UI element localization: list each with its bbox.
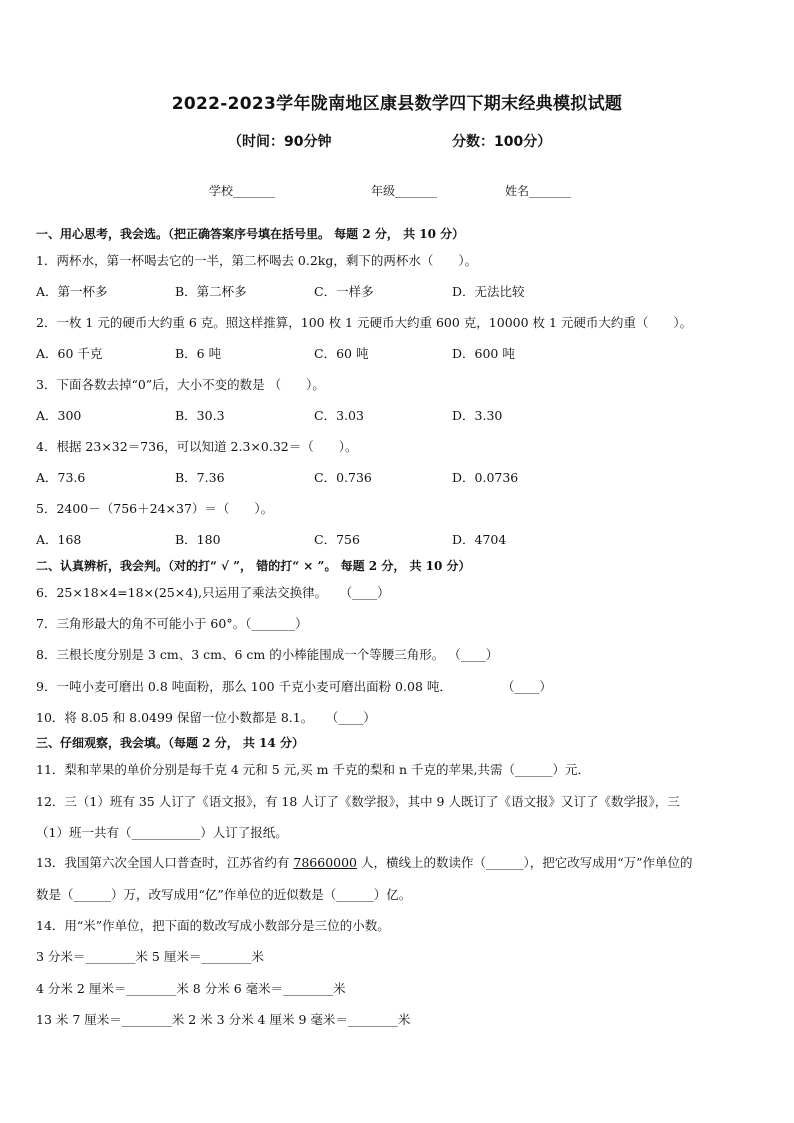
q5-option-c: C．756 bbox=[314, 532, 360, 547]
q2-option-b: B．6 吨 bbox=[175, 346, 222, 361]
question-1: 1．两杯水，第一杯喝去它的一半，第二杯喝去 0.2kg，剩下的两杯水（ ）。 bbox=[36, 253, 478, 268]
section-3-heading: 三、仔细观察，我会填。（每题 2 分， 共 14 分） bbox=[36, 736, 304, 750]
question-14: 14．用“米”作单位，把下面的数改写成小数部分是三位的小数。 bbox=[36, 918, 390, 933]
question-7: 7．三角形最大的角不可能小于 60°。（_______） bbox=[36, 616, 308, 631]
question-13-line-2: 数是（______）万，改写成用“亿”作单位的近似数是（______）亿。 bbox=[36, 887, 412, 902]
question-13-text-b: 人，横线上的数读作（______），把它改写成用“万”作单位的 bbox=[357, 855, 693, 870]
exam-title: 2022-2023学年陇南地区康县数学四下期末经典模拟试题 bbox=[171, 94, 623, 114]
q4-option-d: D．0.0736 bbox=[452, 470, 519, 485]
q3-option-a: A．300 bbox=[36, 408, 82, 423]
question-9: 9．一吨小麦可磨出 0.8 吨面粉，那么 100 千克小麦可磨出面粉 0.08 吨． （____） bbox=[36, 679, 552, 694]
question-4: 4．根据 23×32＝736，可以知道 2.3×0.32＝（ ）。 bbox=[36, 439, 358, 454]
q2-option-d: D．600 吨 bbox=[452, 346, 515, 361]
question-11: 11．梨和苹果的单价分别是每千克 4 元和 5 元,买 m 千克的梨和 n 千克的苹果,共需（______）元． bbox=[36, 762, 590, 777]
q1-option-c: C．一样多 bbox=[314, 284, 374, 299]
q4-option-a: A．73.6 bbox=[36, 470, 86, 485]
school-field: 学校_______ bbox=[209, 184, 276, 198]
q1-option-a: A．第一杯多 bbox=[36, 284, 108, 299]
exam-score: 分数：100分） bbox=[452, 134, 552, 150]
q2-option-a: A．60 千克 bbox=[36, 346, 103, 361]
name-field: 姓名_______ bbox=[505, 184, 572, 198]
q1-option-b: B．第二杯多 bbox=[175, 284, 247, 299]
question-3: 3．下面各数去掉“0”后，大小不变的数是 （ ）。 bbox=[36, 377, 325, 392]
question-12-line-1: 12．三（1）班有 35 人订了《语文报》，有 18 人订了《数学报》，其中 9 人既订了《语文报》又订了《数学报》，三 bbox=[36, 794, 680, 809]
q5-option-b: B．180 bbox=[175, 532, 221, 547]
question-8: 8．三根长度分别是 3 cm、3 cm、6 cm 的小棒能围成一个等腰三角形。 （____） bbox=[36, 647, 499, 662]
q3-option-c: C．3.03 bbox=[314, 408, 364, 423]
question-13-text-a: 13．我国第六次全国人口普查时，江苏省约有 bbox=[36, 855, 294, 870]
section-2-heading: 二、认真辨析，我会判。（对的打“ √ ”， 错的打“ × ”。 每题 2 分， 共 10 分） bbox=[36, 559, 471, 573]
grade-field: 年级_______ bbox=[371, 184, 438, 198]
section-1-heading: 一、用心思考，我会选。（把正确答案序号填在括号里。 每题 2 分， 共 10 分） bbox=[36, 227, 465, 241]
question-12-line-2: （1）班一共有（___________）人订了报纸。 bbox=[36, 825, 288, 840]
q5-option-a: A．168 bbox=[36, 532, 82, 547]
q4-option-b: B．7.36 bbox=[175, 470, 225, 485]
q2-option-c: C．60 吨 bbox=[314, 346, 369, 361]
q3-option-d: D．3.30 bbox=[452, 408, 503, 423]
question-14-row-3: 13 米 7 厘米＝________米 2 米 3 分米 4 厘米 9 毫米＝________米 bbox=[36, 1012, 411, 1027]
question-13-line-1 bbox=[36, 853, 693, 871]
q4-option-c: C．0.736 bbox=[314, 470, 372, 485]
q3-option-b: B．30.3 bbox=[175, 408, 225, 423]
question-6: 6．25×18×4=18×(25×4),只运用了乘法交换律。 （____） bbox=[36, 585, 390, 600]
population-number: 78660000 bbox=[293, 855, 358, 870]
q5-option-d: D．4704 bbox=[452, 532, 507, 547]
question-14-row-1: 3 分米＝________米 5 厘米＝________米 bbox=[36, 949, 264, 964]
question-14-row-2: 4 分米 2 厘米＝________米 8 分米 6 毫米＝________米 bbox=[36, 981, 346, 996]
question-10: 10．将 8.05 和 8.0499 保留一位小数都是 8.1。 （____） bbox=[36, 710, 376, 725]
question-5: 5．2400－（756＋24×37）＝（ ）。 bbox=[36, 501, 274, 516]
question-2: 2．一枚 1 元的硬币大约重 6 克。照这样推算，100 枚 1 元硬币大约重 600 克，10000 枚 1 元硬币大约重（ ）。 bbox=[36, 315, 693, 330]
exam-time: （时间：90分钟 bbox=[228, 134, 332, 150]
q1-option-d: D．无法比较 bbox=[452, 284, 525, 299]
